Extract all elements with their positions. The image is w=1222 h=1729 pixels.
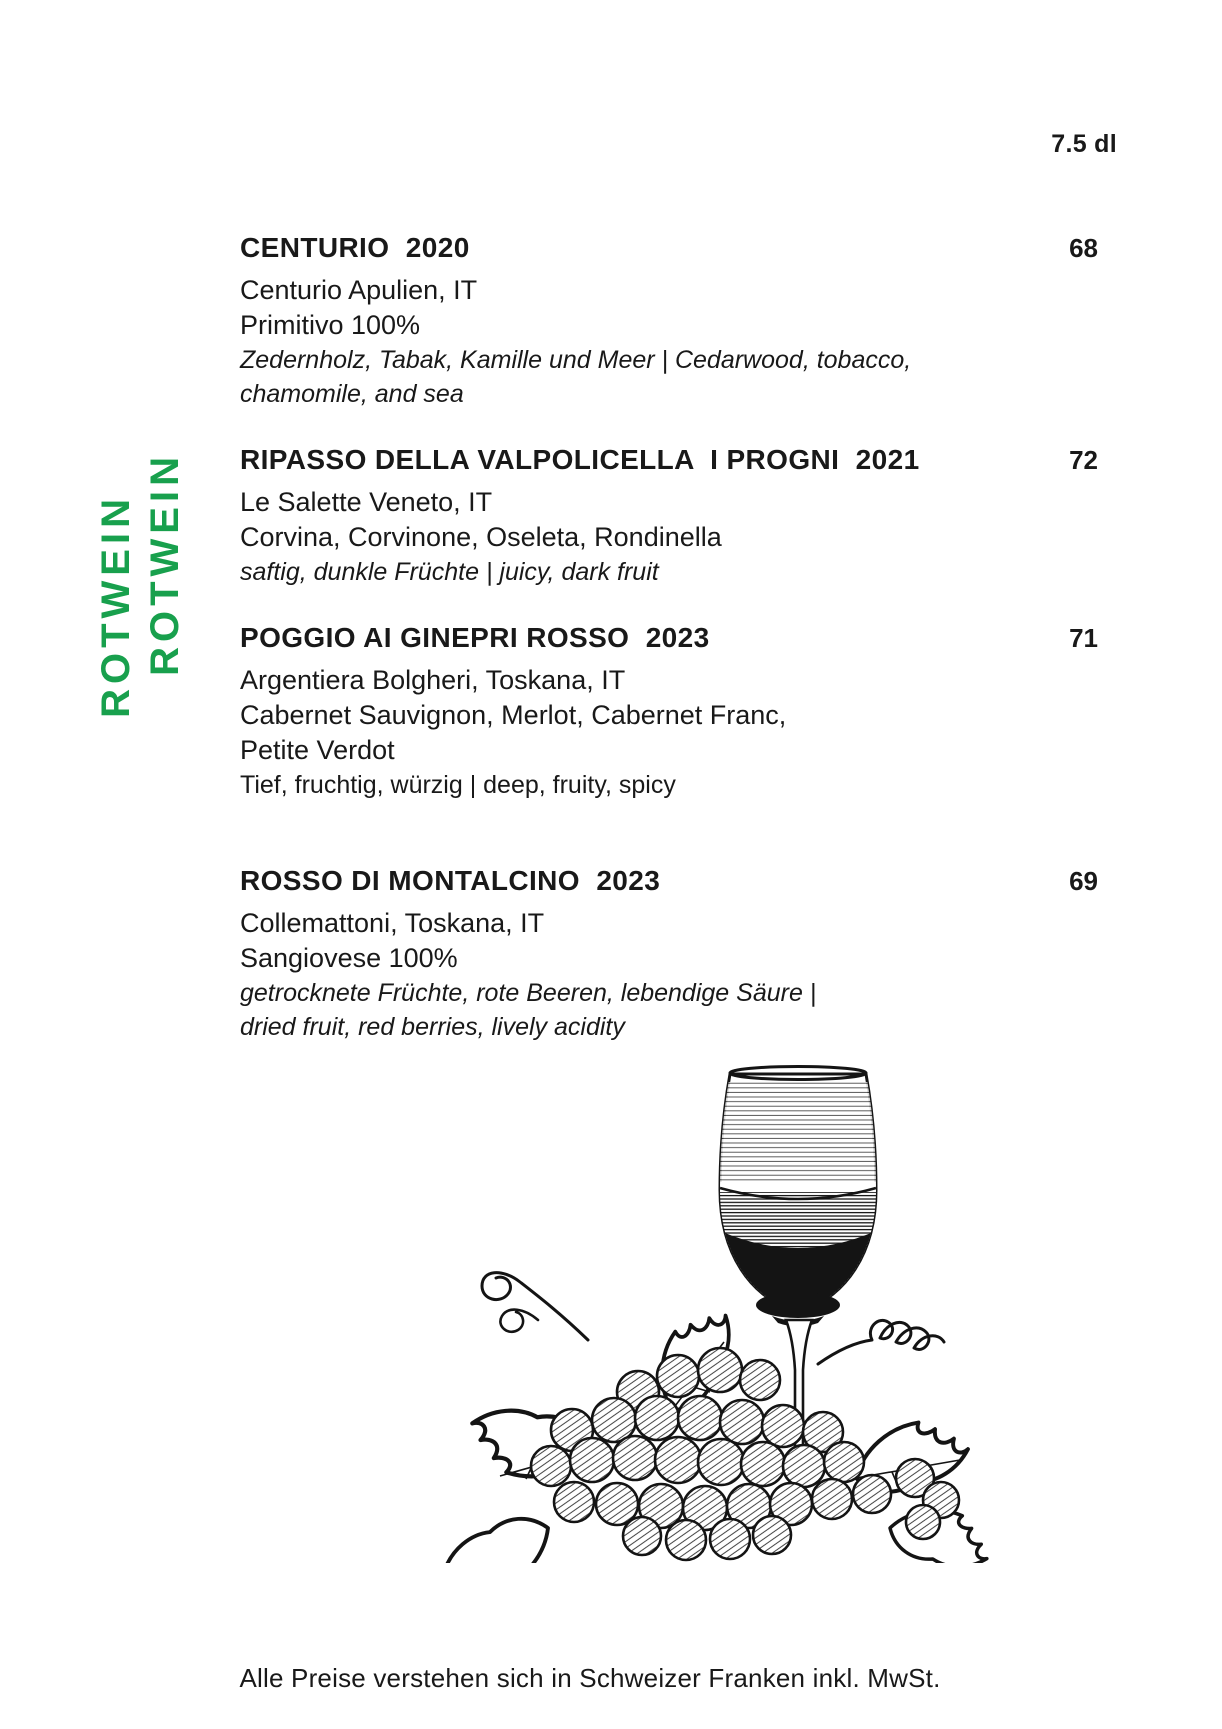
- category-word-front: ROTWEIN: [143, 452, 187, 676]
- wine-entry-head: [240, 444, 1098, 476]
- wine-entry: [240, 232, 1098, 411]
- wine-entry-body: [240, 663, 1098, 802]
- wine-note-line: saftig, dunkle Früchte | juicy, dark fruit: [240, 558, 659, 586]
- wine-glass-grapes-illustration: [420, 1058, 1020, 1563]
- wine-note-line: chamomile, and sea: [240, 380, 464, 408]
- wine-entry-head: [240, 232, 1098, 264]
- wine-origin: Argentiera Bolgheri, Toskana, IT: [240, 665, 626, 695]
- wine-origin: Collemattoni, Toskana, IT: [240, 908, 545, 938]
- wine-grapes: Primitivo 100%: [240, 310, 421, 340]
- wine-title: CENTURIO 2020: [240, 232, 470, 263]
- wine-price: 72: [1069, 445, 1098, 475]
- wine-entry-body: [240, 485, 1098, 589]
- wine-grapes: Corvina, Corvinone, Oseleta, Rondinella: [240, 522, 722, 552]
- serving-size-label: 7.5 dl: [1051, 130, 1117, 158]
- footer-note: Alle Preise verstehen sich in Schweizer Franken inkl. MwSt.: [239, 1663, 941, 1693]
- wine-note-line: dried fruit, red berries, lively acidity: [240, 1013, 625, 1041]
- wine-entry-head: [240, 622, 1098, 654]
- wine-title: ROSSO DI MONTALCINO 2023: [240, 865, 661, 896]
- category-word-back: ROTWEIN: [94, 494, 138, 718]
- wine-origin: Centurio Apulien, IT: [240, 275, 478, 305]
- wine-title: RIPASSO DELLA VALPOLICELLA I PROGNI 2021: [240, 444, 920, 475]
- wine-origin: Le Salette Veneto, IT: [240, 487, 493, 517]
- wine-grapes: Cabernet Sauvignon, Merlot, Cabernet Franc,: [240, 700, 787, 730]
- wine-entry-head: [240, 865, 1098, 897]
- wine-price: 69: [1069, 866, 1098, 896]
- wine-entry-body: [240, 906, 1098, 1044]
- wine-note-line: getrocknete Früchte, rote Beeren, lebendige Säure |: [240, 979, 817, 1007]
- wine-entry-body: [240, 273, 1098, 411]
- wine-entry: [240, 622, 1098, 802]
- wine-price: 68: [1069, 233, 1098, 263]
- wine-grapes: Sangiovese 100%: [240, 943, 458, 973]
- wine-grapes: Petite Verdot: [240, 735, 395, 765]
- wine-note-line: Tief, fruchtig, würzig | deep, fruity, spicy: [240, 771, 676, 799]
- wine-price: 71: [1069, 623, 1098, 653]
- wine-title: POGGIO AI GINEPRI ROSSO 2023: [240, 622, 710, 653]
- wine-entry: [240, 865, 1098, 1044]
- wine-entry: [240, 444, 1098, 589]
- wine-note-line: Zedernholz, Tabak, Kamille und Meer | Cedarwood, tobacco,: [240, 346, 912, 374]
- category-vertical-label: [96, 452, 185, 718]
